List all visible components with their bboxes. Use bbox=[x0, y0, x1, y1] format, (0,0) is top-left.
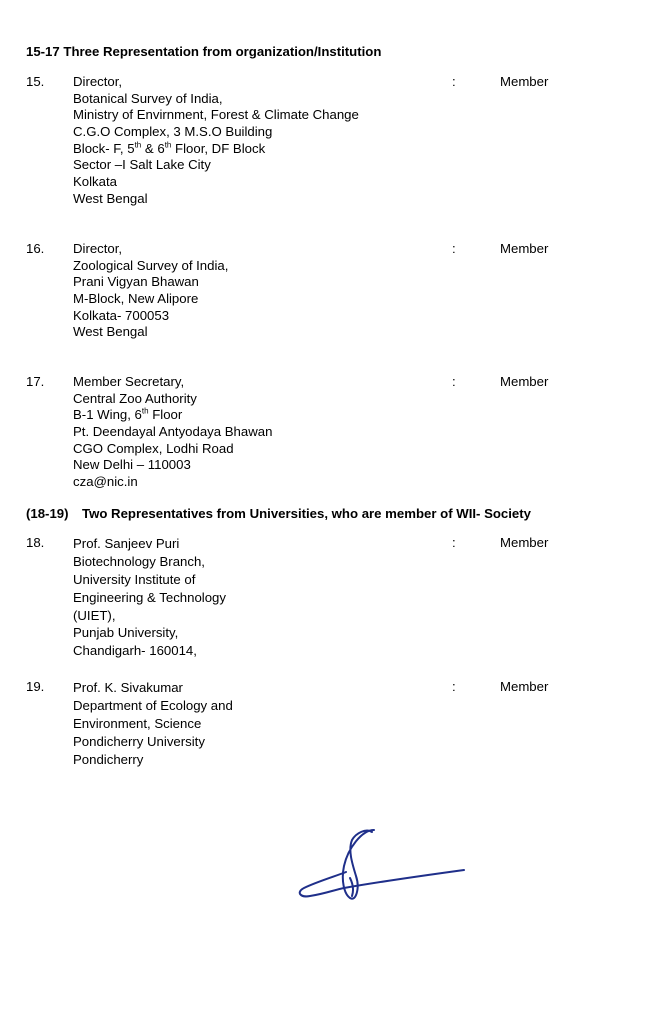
entry-role: Member bbox=[500, 535, 549, 550]
entry-number: 18. bbox=[26, 535, 45, 550]
entry-number: 15. bbox=[26, 74, 45, 89]
section-number: (18-19) bbox=[26, 506, 69, 521]
entry-role: Member bbox=[500, 74, 549, 89]
address-line: Botanical Survey of India, bbox=[73, 90, 223, 106]
entry-address bbox=[73, 679, 233, 768]
address-line: Department of Ecology and bbox=[73, 697, 233, 713]
entry-role: Member bbox=[500, 679, 549, 694]
address-line: Director, bbox=[73, 241, 123, 256]
address-line: Pondicherry University bbox=[73, 733, 205, 749]
address-line: Environment, Science bbox=[73, 715, 202, 731]
separator-colon: : bbox=[452, 241, 456, 256]
entry-role: Member bbox=[500, 241, 549, 256]
address-line: C.G.O Complex, 3 M.S.O Building bbox=[73, 124, 273, 140]
address-line: Block- F, 5th & 6th Floor, DF Block bbox=[73, 140, 266, 156]
address-line: Kolkata- 700053 bbox=[73, 307, 170, 323]
entry-number: 19. bbox=[26, 679, 45, 694]
address-line: Chandigarh- 160014, bbox=[73, 643, 197, 659]
address-line: Zoological Survey of India, bbox=[73, 257, 229, 273]
entry-address bbox=[73, 535, 226, 660]
entry-role: Member bbox=[500, 374, 549, 389]
address-line: M-Block, New Alipore bbox=[73, 291, 199, 307]
address-line: B-1 Wing, 6th Floor bbox=[73, 406, 183, 423]
section-title: Two Representatives from Universities, who are member of WII- Society bbox=[82, 506, 531, 521]
address-line: Prof. K. Sivakumar bbox=[73, 680, 183, 695]
entry-number: 17. bbox=[26, 374, 45, 389]
address-line: Pondicherry bbox=[73, 751, 144, 767]
handwritten-signature bbox=[290, 818, 470, 903]
address-line: Prani Vigyan Bhawan bbox=[73, 274, 199, 290]
address-line: New Delhi – 110003 bbox=[73, 457, 191, 473]
address-line: Punjab University, bbox=[73, 625, 179, 641]
address-line: Central Zoo Authority bbox=[73, 390, 197, 406]
separator-colon: : bbox=[452, 535, 456, 550]
address-line: Biotechnology Branch, bbox=[73, 553, 205, 569]
address-line: West Bengal bbox=[73, 190, 148, 206]
address-line: CGO Complex, Lodhi Road bbox=[73, 440, 234, 456]
address-line: West Bengal bbox=[73, 324, 148, 340]
address-line: Prof. Sanjeev Puri bbox=[73, 536, 180, 551]
section-heading-organizations: 15-17 Three Representation from organization/Institution bbox=[26, 44, 382, 59]
entry-number: 16. bbox=[26, 241, 45, 256]
address-line: Sector –I Salt Lake City bbox=[73, 157, 211, 173]
entry-address bbox=[73, 74, 359, 208]
address-line: Director, bbox=[73, 74, 123, 89]
section-heading-universities bbox=[26, 506, 531, 521]
address-line: University Institute of bbox=[73, 571, 196, 587]
entry-address bbox=[73, 374, 272, 491]
address-line: Member Secretary, bbox=[73, 374, 185, 389]
separator-colon: : bbox=[452, 679, 456, 694]
address-line: Kolkata bbox=[73, 174, 117, 190]
separator-colon: : bbox=[452, 374, 456, 389]
address-line: (UIET), bbox=[73, 607, 116, 623]
entry-address bbox=[73, 241, 228, 341]
separator-colon: : bbox=[452, 74, 456, 89]
address-line: Pt. Deendayal Antyodaya Bhawan bbox=[73, 424, 273, 440]
address-line: Engineering & Technology bbox=[73, 589, 226, 605]
address-line: cza@nic.in bbox=[73, 474, 138, 490]
address-line: Ministry of Envirnment, Forest & Climate Change bbox=[73, 107, 359, 123]
